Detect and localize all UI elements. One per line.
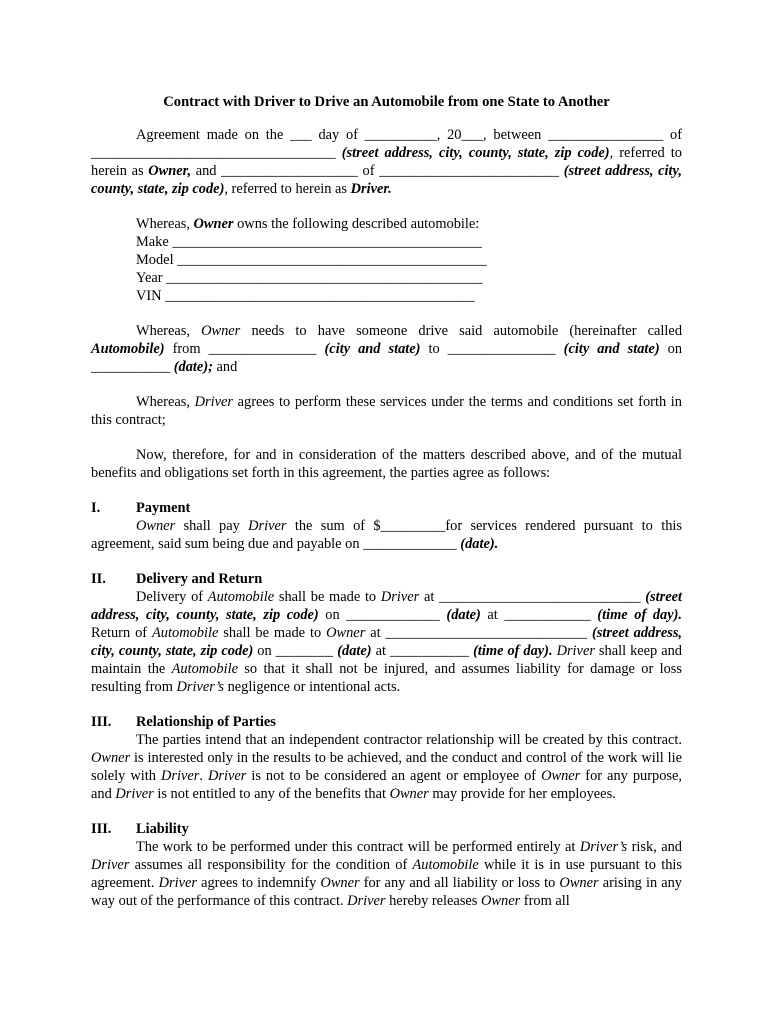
text-run: so that it shall not be injured, and assumes liability for damage or loss resulting from — [91, 661, 682, 695]
section-heading: Relationship of Parties — [136, 714, 276, 730]
text-run: . — [199, 768, 208, 784]
vehicle-make-line: Make ___________________________________________ — [136, 234, 482, 250]
whereas-driver-agrees — [91, 393, 682, 429]
text-run: from _______________ — [164, 341, 325, 357]
text-run: on _____________ — [318, 607, 447, 623]
text-run: (date); — [173, 359, 213, 375]
vehicle-details — [91, 233, 682, 305]
text-run: Agreement made on the ___ day of __________, 20___, between ________________ of __________________________________ — [91, 127, 682, 161]
text-run: may provide for her employees. — [428, 786, 616, 802]
text-run: risk, and — [627, 839, 682, 855]
text-run: Return of — [91, 625, 153, 641]
text-run: at ____________________________ — [365, 625, 592, 641]
text-run: (street address, city, county, state, zip code) — [341, 145, 610, 161]
section-heading: Liability — [136, 821, 189, 837]
text-run: Owner — [389, 786, 429, 802]
text-run: at ___________ — [371, 643, 474, 659]
text-run: (street address, city, county, state, zip code) — [91, 625, 683, 659]
section-liability — [91, 820, 682, 910]
whereas-owner-owns — [91, 215, 682, 233]
text-run: Owner — [541, 768, 581, 784]
text-run: Driver — [380, 589, 420, 605]
text-run: and — [212, 359, 238, 375]
text-run: Whereas, — [136, 323, 202, 339]
text-run: (city and state) — [324, 341, 421, 357]
text-run: at ____________________________ — [419, 589, 646, 605]
text-run: is not to be considered an agent or employee of — [246, 768, 542, 784]
agreement-intro — [91, 126, 682, 198]
section-number: II. — [91, 571, 106, 587]
text-run: Whereas, — [136, 394, 195, 410]
text-run: Automobile — [171, 661, 238, 677]
section-delivery-return — [91, 570, 682, 696]
text-run: hereby releases — [385, 893, 482, 909]
text-run: owns the following described automobile: — [233, 216, 480, 232]
section-number: III. — [91, 821, 112, 837]
text-run: Owner — [136, 518, 176, 534]
text-run: Driver’s — [176, 679, 224, 695]
text-run: Driver — [248, 518, 287, 534]
text-run: Driver — [194, 394, 233, 410]
text-run: (street address, city, county, state, zip code) — [91, 163, 683, 197]
vehicle-year-line: Year ____________________________________________ — [136, 270, 483, 286]
text-run: while it is in use pursuant to this agreement. — [91, 857, 682, 891]
text-run: Whereas, — [136, 216, 194, 232]
text-run: agrees to indemnify — [196, 875, 321, 891]
text-run: for any and all liability or loss to — [359, 875, 560, 891]
text-run: to _______________ — [420, 341, 564, 357]
text-run: Driver — [115, 786, 154, 802]
text-run: Now, therefore, for and in consideration of the matters described above, and of the mutual benefits and obligations set forth in this agreement, the parties agree as follows: — [91, 447, 682, 481]
text-run: Owner, — [148, 163, 192, 179]
text-run: Owner — [481, 893, 521, 909]
text-run: Owner — [201, 323, 241, 339]
vehicle-vin-line: VIN ___________________________________________ — [136, 288, 475, 304]
text-run: Delivery of — [136, 589, 208, 605]
text-run: (date) — [446, 607, 481, 623]
text-run: Owner — [91, 750, 131, 766]
text-run: shall pay — [175, 518, 249, 534]
text-run: (street address, city, county, state, zip code) — [91, 589, 683, 623]
text-run: Automobile — [412, 857, 479, 873]
now-therefore-clause — [91, 446, 682, 482]
text-run: from all — [520, 893, 570, 909]
text-run: The work to be performed under this contract will be performed entirely at — [136, 839, 580, 855]
text-run: Owner — [326, 625, 366, 641]
text-run: for any purpose, and — [91, 768, 682, 802]
text-run: negligence or intentional acts. — [223, 679, 401, 695]
text-run: Automobile — [207, 589, 275, 605]
text-run: and ___________________ of _________________________ — [191, 163, 564, 179]
text-run: Driver — [158, 875, 197, 891]
text-run: shall be made to — [274, 589, 381, 605]
text-run: Automobile) — [91, 341, 165, 357]
text-run: Driver’s — [579, 839, 628, 855]
text-run: Driver — [556, 643, 595, 659]
section-heading: Payment — [136, 500, 191, 516]
text-run: shall be made to — [218, 625, 327, 641]
text-run: Driver — [91, 857, 130, 873]
text-run: Driver. — [350, 181, 392, 197]
text-run: Driver — [207, 768, 247, 784]
text-run: shall keep and maintain the — [91, 643, 682, 677]
text-run: , referred to herein as — [91, 145, 683, 179]
text-run: Owner — [320, 875, 360, 891]
section-body — [91, 731, 682, 803]
section-payment — [91, 499, 682, 553]
text-run: on ___________ — [91, 341, 683, 375]
text-run: on ________ — [253, 643, 338, 659]
section-relationship — [91, 713, 682, 803]
text-run: is interested only in the results to be achieved, and the conduct and control of the work will lie solely with — [91, 750, 682, 784]
section-number: I. — [91, 500, 101, 516]
text-run: , referred to herein as — [224, 181, 351, 197]
text-run: arising in any way out of the performance of this contract. — [91, 875, 682, 909]
text-run: Owner — [559, 875, 599, 891]
text-run: the sum of $_________for services rendered pursuant to this agreement, said sum being due and payable on _____________ — [91, 518, 682, 552]
section-body — [91, 517, 682, 553]
text-run: agrees to perform these services under the terms and conditions set forth in this contract; — [91, 394, 682, 428]
text-run: needs to have someone drive said automobile (hereinafter called — [240, 323, 683, 339]
text-run: Driver — [347, 893, 386, 909]
text-run: assumes all responsibility for the condition of — [129, 857, 413, 873]
text-run: Automobile — [152, 625, 219, 641]
text-run: Owner — [193, 216, 234, 232]
section-body — [91, 838, 682, 910]
text-run: Driver — [160, 768, 200, 784]
text-run: (date). — [460, 536, 499, 552]
document-title: Contract with Driver to Drive an Automobile from one State to Another — [163, 94, 610, 110]
section-body — [91, 588, 682, 696]
text-run: at ____________ — [480, 607, 598, 623]
whereas-owner-needs — [91, 322, 682, 376]
text-run: (date) — [337, 643, 372, 659]
text-run: (time of day). — [473, 643, 553, 659]
section-heading: Delivery and Return — [136, 571, 263, 587]
text-run: The parties intend that an independent contractor relationship will be created by this contract. — [136, 732, 682, 748]
text-run: is not entitled to any of the benefits that — [153, 786, 390, 802]
vehicle-model-line: Model ___________________________________________ — [136, 252, 487, 268]
text-run: (city and state) — [563, 341, 660, 357]
section-number: III. — [91, 714, 112, 730]
text-run: (time of day). — [597, 607, 682, 623]
